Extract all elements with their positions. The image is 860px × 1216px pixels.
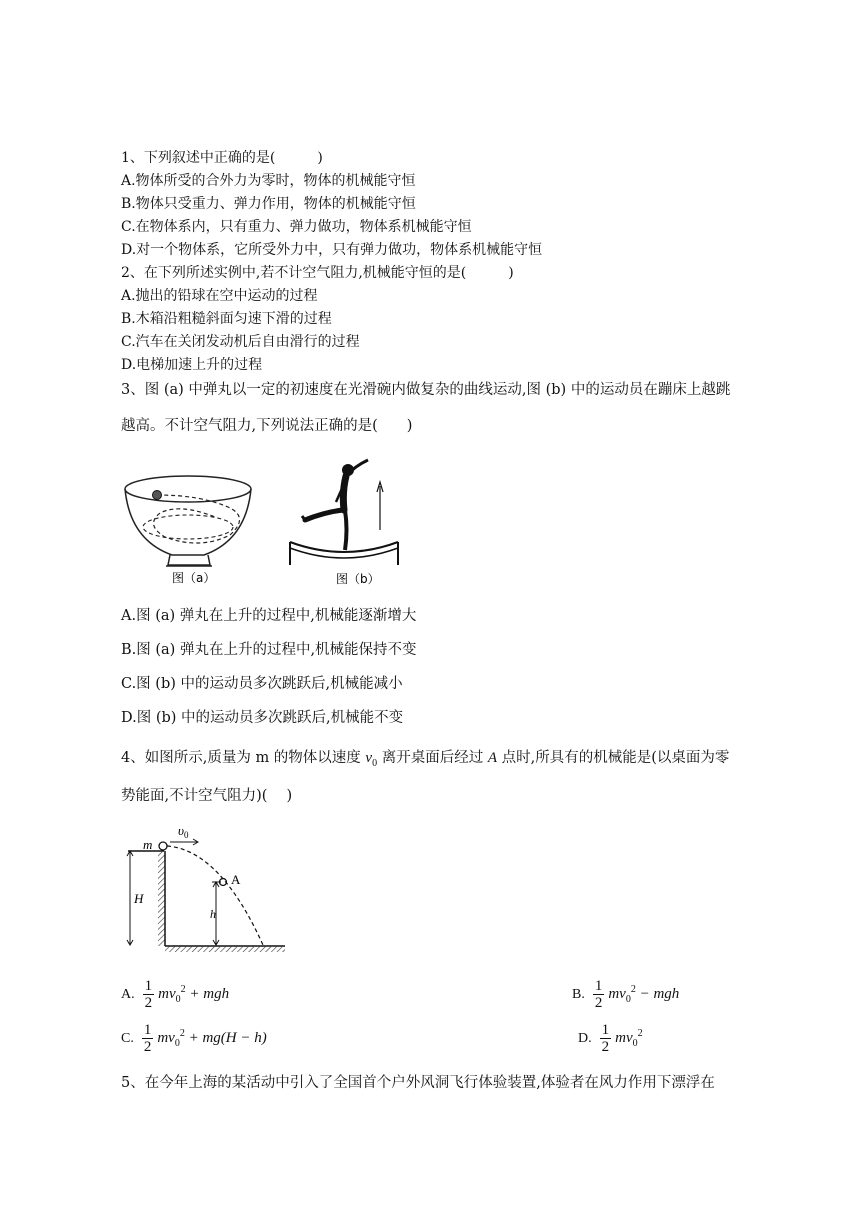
figure-bowl [120,455,270,590]
question-3-stem-line1: 3、图 (a) 中弹丸以一定的初速度在光滑碗内做复杂的曲线运动,图 (b) 中的运动员在蹦床上越跳 [121,382,731,398]
question-1-option-d: D.对一个物体系，它所受外力中，只有弹力做功，物体系机械能守恒 [121,242,543,258]
question-4-option-a: A. $\frac{1}{2}$ $mv_0^2$ + mgh [121,978,230,1011]
question-1-option-b: B.物体只受重力、弹力作用，物体的机械能守恒 [121,196,416,212]
figure-projectile [120,820,290,960]
question-1-stem: 1、下列叙述中正确的是( ) [121,150,323,166]
question-3-option-c: C.图 (b) 中的运动员多次跳跃后,机械能减小 [121,676,403,692]
question-3-option-a: A.图 (a) 弹丸在上升的过程中,机械能逐渐增大 [121,608,417,624]
height-H-label: H [134,891,144,906]
question-2-option-c: C.汽车在关闭发动机后自由滑行的过程 [121,334,360,350]
question-3-stem-line2: 越高。不计空气阻力,下列说法正确的是( ) [121,418,413,434]
question-2-stem: 2、在下列所述实例中,若不计空气阻力,机械能守恒的是( ) [121,265,514,281]
velocity-symbol: $v_0$ [365,750,378,769]
velocity-v0-label: $\upsilon_0$ [178,823,189,840]
question-4-option-b: B. $\frac{1}{2}$ $mv_0^2$ − mgh [572,978,680,1011]
figure-trampoline [280,450,400,590]
figure-a-caption: 图（a） [172,571,216,585]
question-1-option-c: C.在物体系内，只有重力、弹力做功，物体系机械能守恒 [121,219,472,235]
question-3-option-b: B.图 (a) 弹丸在上升的过程中,机械能保持不变 [121,642,417,658]
point-a-symbol: A [487,750,497,766]
question-4-stem-line1 [121,749,729,773]
question-1-option-a: A.物体所受的合外力为零时，物体的机械能守恒 [121,173,416,189]
question-2-option-a: A.抛出的铅球在空中运动的过程 [121,288,318,304]
question-4-stem-part3: 点时,所具有的机械能是(以桌面为零 [496,750,730,766]
question-4-stem-line2: 势能面,不计空气阻力)( ) [121,788,293,804]
question-4-option-c: C. $\frac{1}{2}$ $mv_0^2 + mg(H - h)$ [121,1022,267,1055]
question-2-option-d: D.电梯加速上升的过程 [121,357,263,373]
height-h-label: h [210,907,216,921]
question-4-stem-part1: 4、如图所示,质量为 m 的物体以速度 [121,750,366,766]
question-4-option-d: D. $\frac{1}{2}$ $mv_0^2$ [578,1022,643,1055]
mass-m-label: m [143,837,153,852]
point-A-label: A [231,872,241,887]
question-5-stem: 5、在今年上海的某活动中引入了全国首个户外风洞飞行体验装置,体验者在风力作用下漂浮在 [121,1075,715,1091]
question-3-option-d: D.图 (b) 中的运动员多次跳跃后,机械能不变 [121,710,404,726]
question-4-stem-part2: 离开桌面后经过 [377,750,488,766]
figure-b-caption: 图（b） [336,572,380,586]
question-2-option-b: B.木箱沿粗糙斜面匀速下滑的过程 [121,311,332,327]
